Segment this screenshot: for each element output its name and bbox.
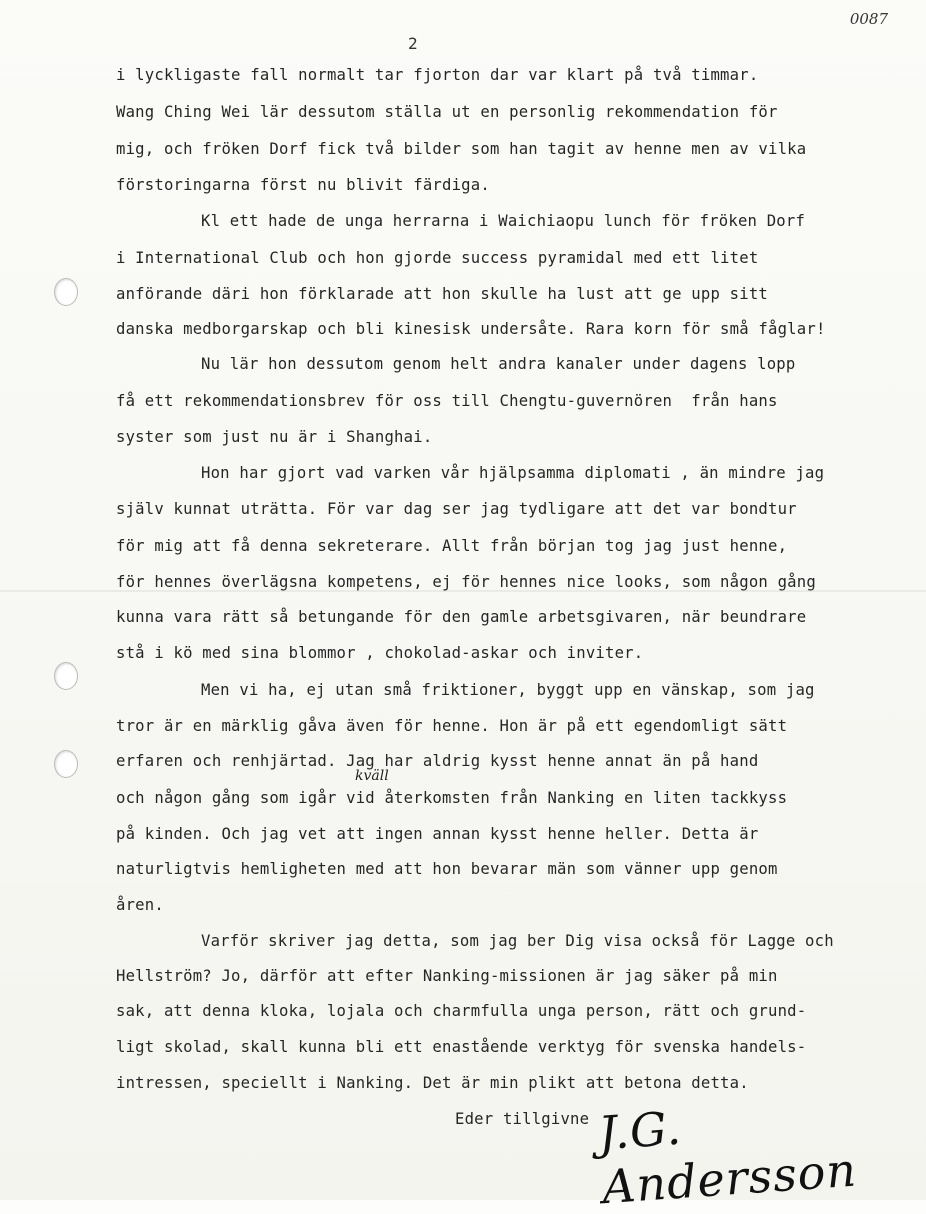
text-line: Wang Ching Wei lär dessutom ställa ut en personlig rekommendation för <box>116 103 778 121</box>
text-line: för hennes överlägsna kompetens, ej för hennes nice looks, som någon gång <box>116 573 816 591</box>
text-line: Hellström? Jo, därför att efter Nanking-missionen är jag säker på min <box>116 967 778 985</box>
text-line: i International Club och hon gjorde success pyramidal med ett litet <box>116 249 759 267</box>
text-line: och någon gång som igår vid återkomsten från Nanking en liten tackkyss <box>116 789 788 807</box>
text-line: ligt skolad, skall kunna bli ett enastående verktyg för svenska handels- <box>116 1038 807 1056</box>
punch-hole <box>54 278 78 306</box>
text-line: Hon har gjort vad varken vår hjälpsamma diplomati , än mindre jag <box>201 464 825 482</box>
text-line: intressen, speciellt i Nanking. Det är min plikt att betona detta. <box>116 1074 749 1092</box>
handwritten-margin-note <box>0 380 40 458</box>
text-line: åren. <box>116 896 164 914</box>
text-line: i lyckligaste fall normalt tar fjorton dar var klart på två timmar. <box>116 66 759 84</box>
text-line: anförande däri hon förklarade att hon skulle ha lust att ge upp sitt <box>116 285 768 303</box>
text-line: tror är en märklig gåva även för henne. Hon är på ett egendomligt sätt <box>116 717 788 735</box>
text-line: sak, att denna kloka, lojala och charmfulla unga person, rätt och grund- <box>116 1002 807 1020</box>
text-line: danska medborgarskap och bli kinesisk undersåte. Rara korn för små fåglar! <box>116 320 826 338</box>
text-line: för mig att få denna sekreterare. Allt från början tog jag just henne, <box>116 537 788 555</box>
text-line: mig, och fröken Dorf fick två bilder som han tagit av henne men av vilka <box>116 140 807 158</box>
text-line: Men vi ha, ej utan små friktioner, byggt upp en vänskap, som jag <box>201 681 815 699</box>
punch-hole <box>54 750 78 778</box>
handwritten-signature: J.G. Andersson <box>596 1100 859 1214</box>
text-line: Varför skriver jag detta, som jag ber Dig visa också för Lagge och <box>201 932 834 950</box>
text-line: på kinden. Och jag vet att ingen annan kysst henne heller. Detta är <box>116 825 759 843</box>
page-number: 2 <box>408 34 418 53</box>
text-line: naturligtvis hemligheten med att hon bevarar män som vänner upp genom <box>116 860 778 878</box>
text-line: förstoringarna först nu blivit färdiga. <box>116 176 490 194</box>
punch-hole <box>54 662 78 690</box>
closing-salutation: Eder tillgivne <box>455 1110 590 1128</box>
text-line: syster som just nu är i Shanghai. <box>116 428 433 446</box>
text-line: kunna vara rätt så betungande för den gamle arbetsgivaren, när beundrare <box>116 608 807 626</box>
text-line: Kl ett hade de unga herrarna i Waichiaopu lunch för fröken Dorf <box>201 212 806 230</box>
text-line: själv kunnat uträtta. För var dag ser jag tydligare att det var bondtur <box>116 500 797 518</box>
text-line: erfaren och renhjärtad. Jag har aldrig kysst henne annat än på hand <box>116 752 759 770</box>
text-line: stå i kö med sina blommor , chokolad-askar och inviter. <box>116 644 644 662</box>
handwritten-insertion: kväll <box>355 768 389 784</box>
text-line: Nu lär hon dessutom genom helt andra kanaler under dagens lopp <box>201 355 796 373</box>
text-line: få ett rekommendationsbrev för oss till Chengtu-guvernören från hans <box>116 392 778 410</box>
archive-number: 0087 <box>849 10 888 28</box>
